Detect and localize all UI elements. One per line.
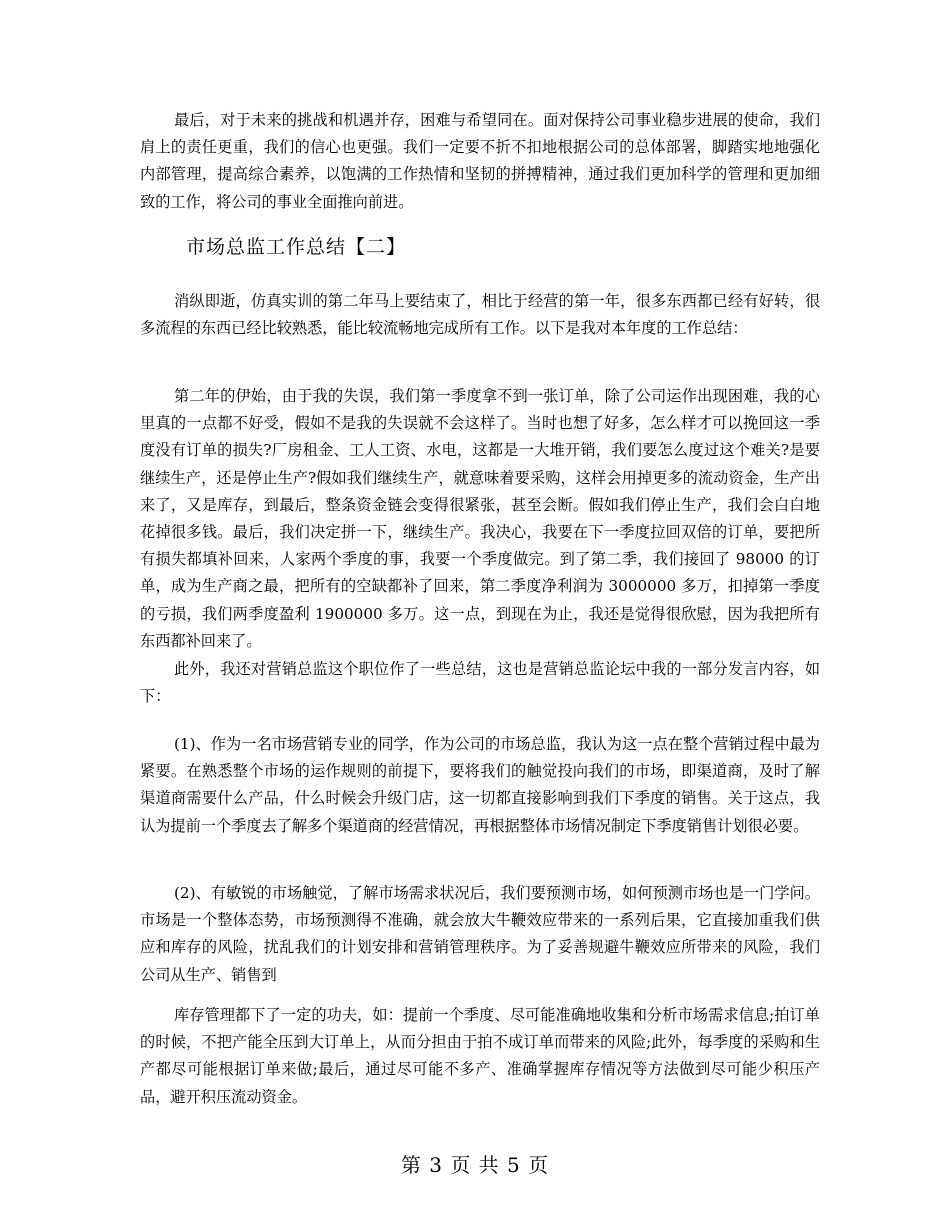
paragraph-point-2: (2)、有敏锐的市场触觉，了解市场需求状况后，我们要预测市场，如何预测市场也是一门学问。市场是一个整体态势，市场预测得不准确，就会放大牛鞭效应带来的一系列后果，它直接加重我们供应和库存的风险，扰乱我们的计划安排和营销管理秩序。为了妥善规避牛鞭效应所带来的风险，我们公司从生产、销售到 [140, 884, 820, 984]
page-number: 第 3 页 共 5 页 [400, 1153, 550, 1177]
paragraph-second-year: 第二年的伊始，由于我的失误，我们第一季度拿不到一张订单，除了公司运作出现困难，我的心里真的一点都不好受，假如不是我的失误就不会这样了。当时也想了好多，怎么样才可以挽回这一季度没有订单的损失?厂房租金、工人工资、水电，这都是一大堆开销，我们要怎么度过这个难关?是要继续生产，还是停止生产?假如我们继续生产，就意味着要采购，这样会用掉更多的流动资金，生产出来了，又是库存，到最后，整条资金链会变得很紧张，甚至会断。假如我们停止生产，我们会白白地花掉很多钱。最后，我们决定拼一下，继续生产。我决心，我要在下一季度拉回双倍的订单，要把所有损失都填补回来，人家两个季度的事，我要一个季度做完。到了第二季，我们接回了 98000 的订单，成为生产商之最，把所有的空缺都补了回来，第二季度净利润为 3000000 多万，扣掉第一季度的亏损，我们两季度盈利 1900000 多万。这一点，到现在为止，我还是觉得很欣慰，因为我把所有东西都补回来了。 [140, 387, 820, 650]
paragraph-inventory: 库存管理都下了一定的功夫，如：提前一个季度、尽可能准确地收集和分析市场需求信息;拍订单的时候，不把产能全压到大订单上，从而分担由于拍不成订单而带来的风险;此外，每季度的采购和生产都尽可能根据订单来做;最后，通过尽可能不多产、准确掌握库存情况等方法做到尽可能少积压产品，避开积压流动资金。 [140, 1006, 820, 1106]
paragraph-intro: 消纵即逝，仿真实训的第二年马上要结束了，相比于经营的第一年，很多东西都已经有好转，很多流程的东西已经比较熟悉，能比较流畅地完成所有工作。以下是我对本年度的工作总结： [140, 292, 820, 338]
paragraph-conclusion: 最后，对于未来的挑战和机遇并存，困难与希望同在。面对保持公司事业稳步进展的使命，我们肩上的责任更重，我们的信心也更强。我们一定要不折不扣地根据公司的总体部署，脚踏实地地强化内部管理，提高综合素养，以饱满的工作热情和坚韧的拼搏精神，通过我们更加科学的管理和更加细致的工作，将公司的事业全面推向前进。 [140, 111, 820, 211]
paragraph-point-1: (1)、作为一名市场营销专业的同学，作为公司的市场总监，我认为这一点在整个营销过程中最为紧要。在熟悉整个市场的运作规则的前提下，要将我们的触觉投向我们的市场，即渠道商，及时了解渠道商需要什么产品，什么时候会升级门店，这一切都直接影响到我们下季度的销售。关于这点，我认为提前一个季度去了解多个渠道商的经营情况，再根据整体市场情况制定下季度销售计划很必要。 [140, 735, 820, 835]
paragraph-marketing-summary: 此外，我还对营销总监这个职位作了一些总结，这也是营销总监论坛中我的一部分发言内容，如下： [140, 660, 820, 706]
section-heading: 市场总监工作总结【二】 [186, 236, 407, 258]
